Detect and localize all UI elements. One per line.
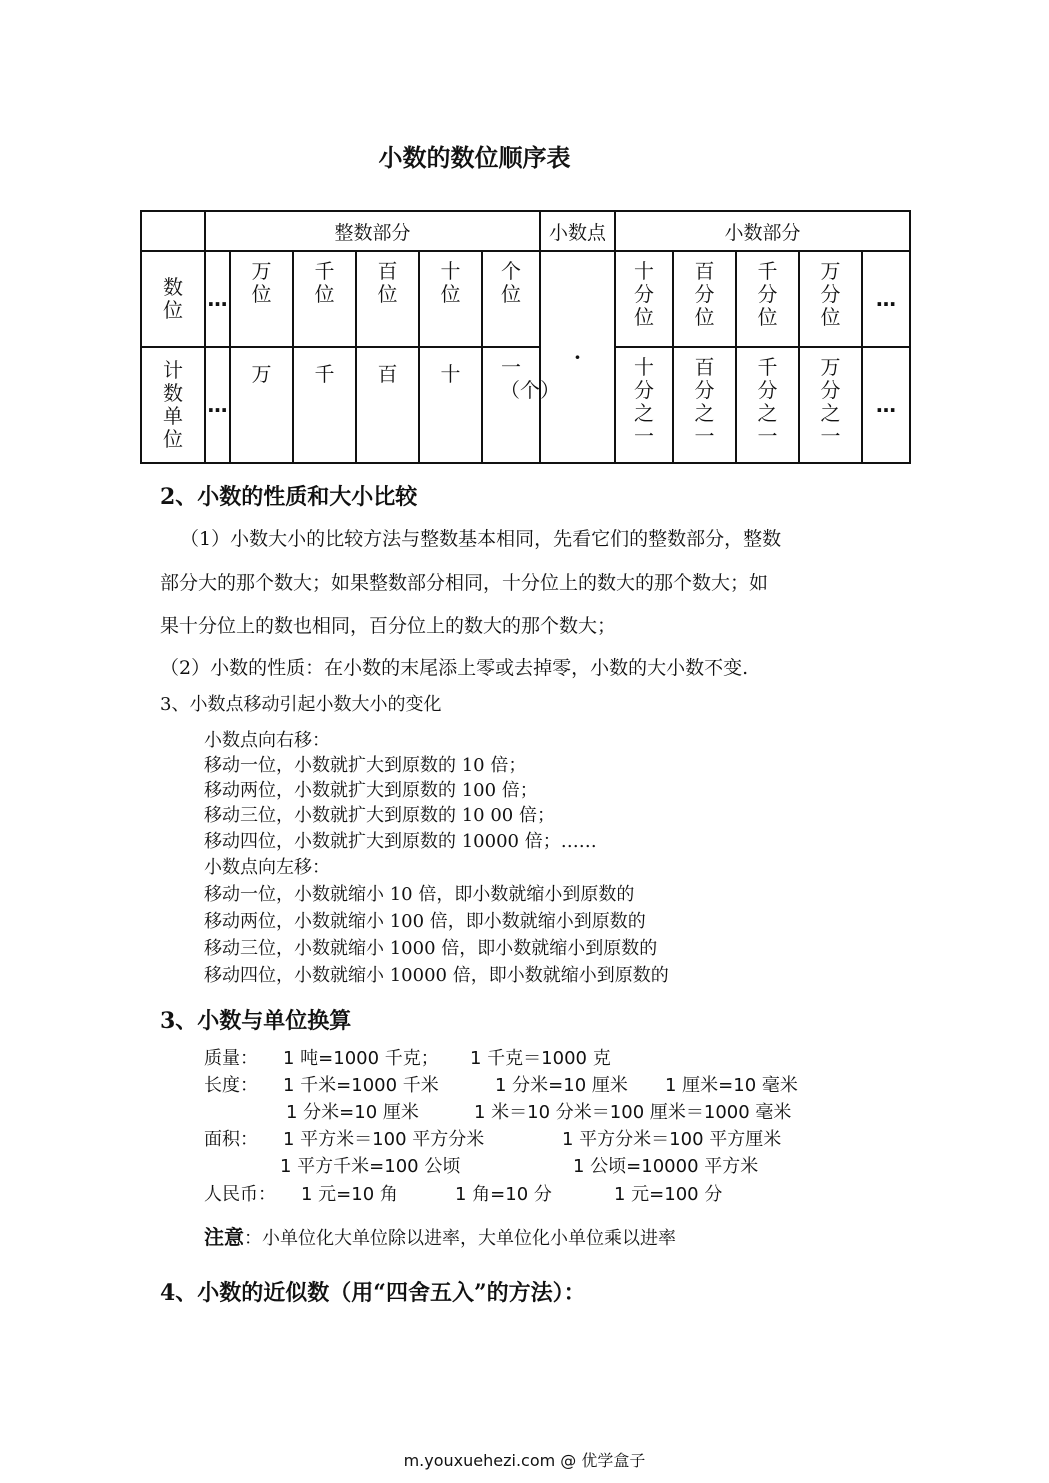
- footer-watermark: m.youxuehezi.com @ 优学盒子: [403, 1451, 646, 1470]
- rmb-conv: 1 元=10 角: [301, 1184, 398, 1205]
- decimal-point-cell: ·: [540, 251, 615, 463]
- unit-qian: 千: [293, 347, 356, 463]
- place-thousandths: 千分位: [736, 251, 799, 347]
- unit-thousandths: 千分之一: [736, 347, 799, 463]
- section2-heading: 2、小数的性质和大小比较: [160, 484, 418, 510]
- unit-shi: 十: [419, 347, 482, 463]
- move-line: 移动一位，小数就扩大到原数的 10 倍；: [204, 755, 527, 776]
- mass-label: 质量：: [204, 1048, 258, 1069]
- row-label-unit: 计数单位: [141, 347, 205, 463]
- unit-bai: 百: [356, 347, 419, 463]
- integer-part-header: 整数部分: [205, 211, 540, 251]
- section3b-heading: 3、小数与单位换算: [160, 1008, 352, 1034]
- unit-tenths: 十分之一: [615, 347, 673, 463]
- rmb-label: 人民币：: [204, 1184, 276, 1205]
- move-line: 移动三位，小数就扩大到原数的 10 00 倍；: [204, 805, 555, 826]
- ellipsis-right: …: [862, 251, 910, 347]
- section2-p2: （2）小数的性质：在小数的末尾添上零或去掉零，小数的大小数不变.: [160, 657, 749, 679]
- ellipsis-left: …: [205, 347, 230, 463]
- note-line: [204, 1222, 676, 1254]
- move-line: 移动一位，小数就缩小 10 倍，即小数就缩小到原数的: [204, 884, 635, 905]
- section2-p1-line1: （1）小数大小的比较方法与整数基本相同，先看它们的整数部分，整数: [180, 528, 782, 550]
- unit-wan: 万: [230, 347, 293, 463]
- move-line: 移动两位，小数就扩大到原数的 100 倍；: [204, 780, 538, 801]
- place-bai: 百位: [356, 251, 419, 347]
- section2-p1-line2: 部分大的那个数大；如果整数部分相同，十分位上的数大的那个数大；如: [160, 572, 769, 594]
- mass-conv: 1 千克＝1000 克: [470, 1048, 611, 1069]
- note-label: 注意: [204, 1225, 244, 1249]
- mass-conv: 1 吨=1000 千克；: [283, 1048, 439, 1069]
- move-line: 移动三位，小数就缩小 1000 倍，即小数就缩小到原数的: [204, 938, 658, 959]
- move-left-title: 小数点向左移：: [204, 857, 330, 878]
- length-conv: 1 米＝10 分米＝100 厘米＝1000 毫米: [474, 1102, 792, 1123]
- area-conv: 1 公顷=10000 平方米: [573, 1156, 759, 1177]
- section2-p1-line3: 果十分位上的数也相同，百分位上的数大的那个数大；: [160, 615, 617, 637]
- place-hundredths: 百分位: [673, 251, 736, 347]
- length-conv: 1 分米=10 厘米: [495, 1075, 628, 1096]
- length-label: 长度：: [204, 1075, 258, 1096]
- place-ten-thousandths: 万分位: [799, 251, 862, 347]
- ellipsis-left: …: [205, 251, 230, 347]
- decimal-point-header: 小数点: [540, 211, 615, 251]
- place-qian: 千位: [293, 251, 356, 347]
- place-shi: 十位: [419, 251, 482, 347]
- area-conv: 1 平方千米=100 公顷: [280, 1156, 461, 1177]
- section3a-heading: 3、小数点移动引起小数大小的变化: [160, 694, 442, 715]
- decimal-part-header: 小数部分: [615, 211, 910, 251]
- unit-hundredths: 百分之一: [673, 347, 736, 463]
- unit-yi: 一（个）: [482, 347, 540, 463]
- section4-heading: 4、小数的近似数（用“四舍五入”的方法）：: [160, 1280, 586, 1306]
- area-conv: 1 平方分米＝100 平方厘米: [562, 1129, 782, 1150]
- ellipsis-right: …: [862, 347, 910, 463]
- area-conv: 1 平方米＝100 平方分米: [283, 1129, 485, 1150]
- length-conv: 1 千米=1000 千米: [283, 1075, 439, 1096]
- rmb-conv: 1 角=10 分: [455, 1184, 552, 1205]
- place-wan: 万位: [230, 251, 293, 347]
- move-right-title: 小数点向右移：: [204, 730, 330, 751]
- place-tenths: 十分位: [615, 251, 673, 347]
- rmb-conv: 1 元=100 分: [614, 1184, 723, 1205]
- note-text: ：小单位化大单位除以进率，大单位化小单位乘以进率: [244, 1228, 676, 1249]
- place-ge: 个位: [482, 251, 540, 347]
- length-conv: 1 厘米=10 毫米: [665, 1075, 798, 1096]
- area-label: 面积：: [204, 1129, 258, 1150]
- page-title: 小数的数位顺序表: [378, 143, 571, 172]
- move-line: 移动四位，小数就扩大到原数的 10000 倍；……: [204, 831, 597, 852]
- row-label-place: 数位: [141, 251, 205, 347]
- move-line: 移动四位，小数就缩小 10000 倍，即小数就缩小到原数的: [204, 965, 669, 986]
- unit-ten-thousandths: 万分之一: [799, 347, 862, 463]
- length-conv: 1 分米=10 厘米: [286, 1102, 419, 1123]
- move-line: 移动两位，小数就缩小 100 倍，即小数就缩小到原数的: [204, 911, 646, 932]
